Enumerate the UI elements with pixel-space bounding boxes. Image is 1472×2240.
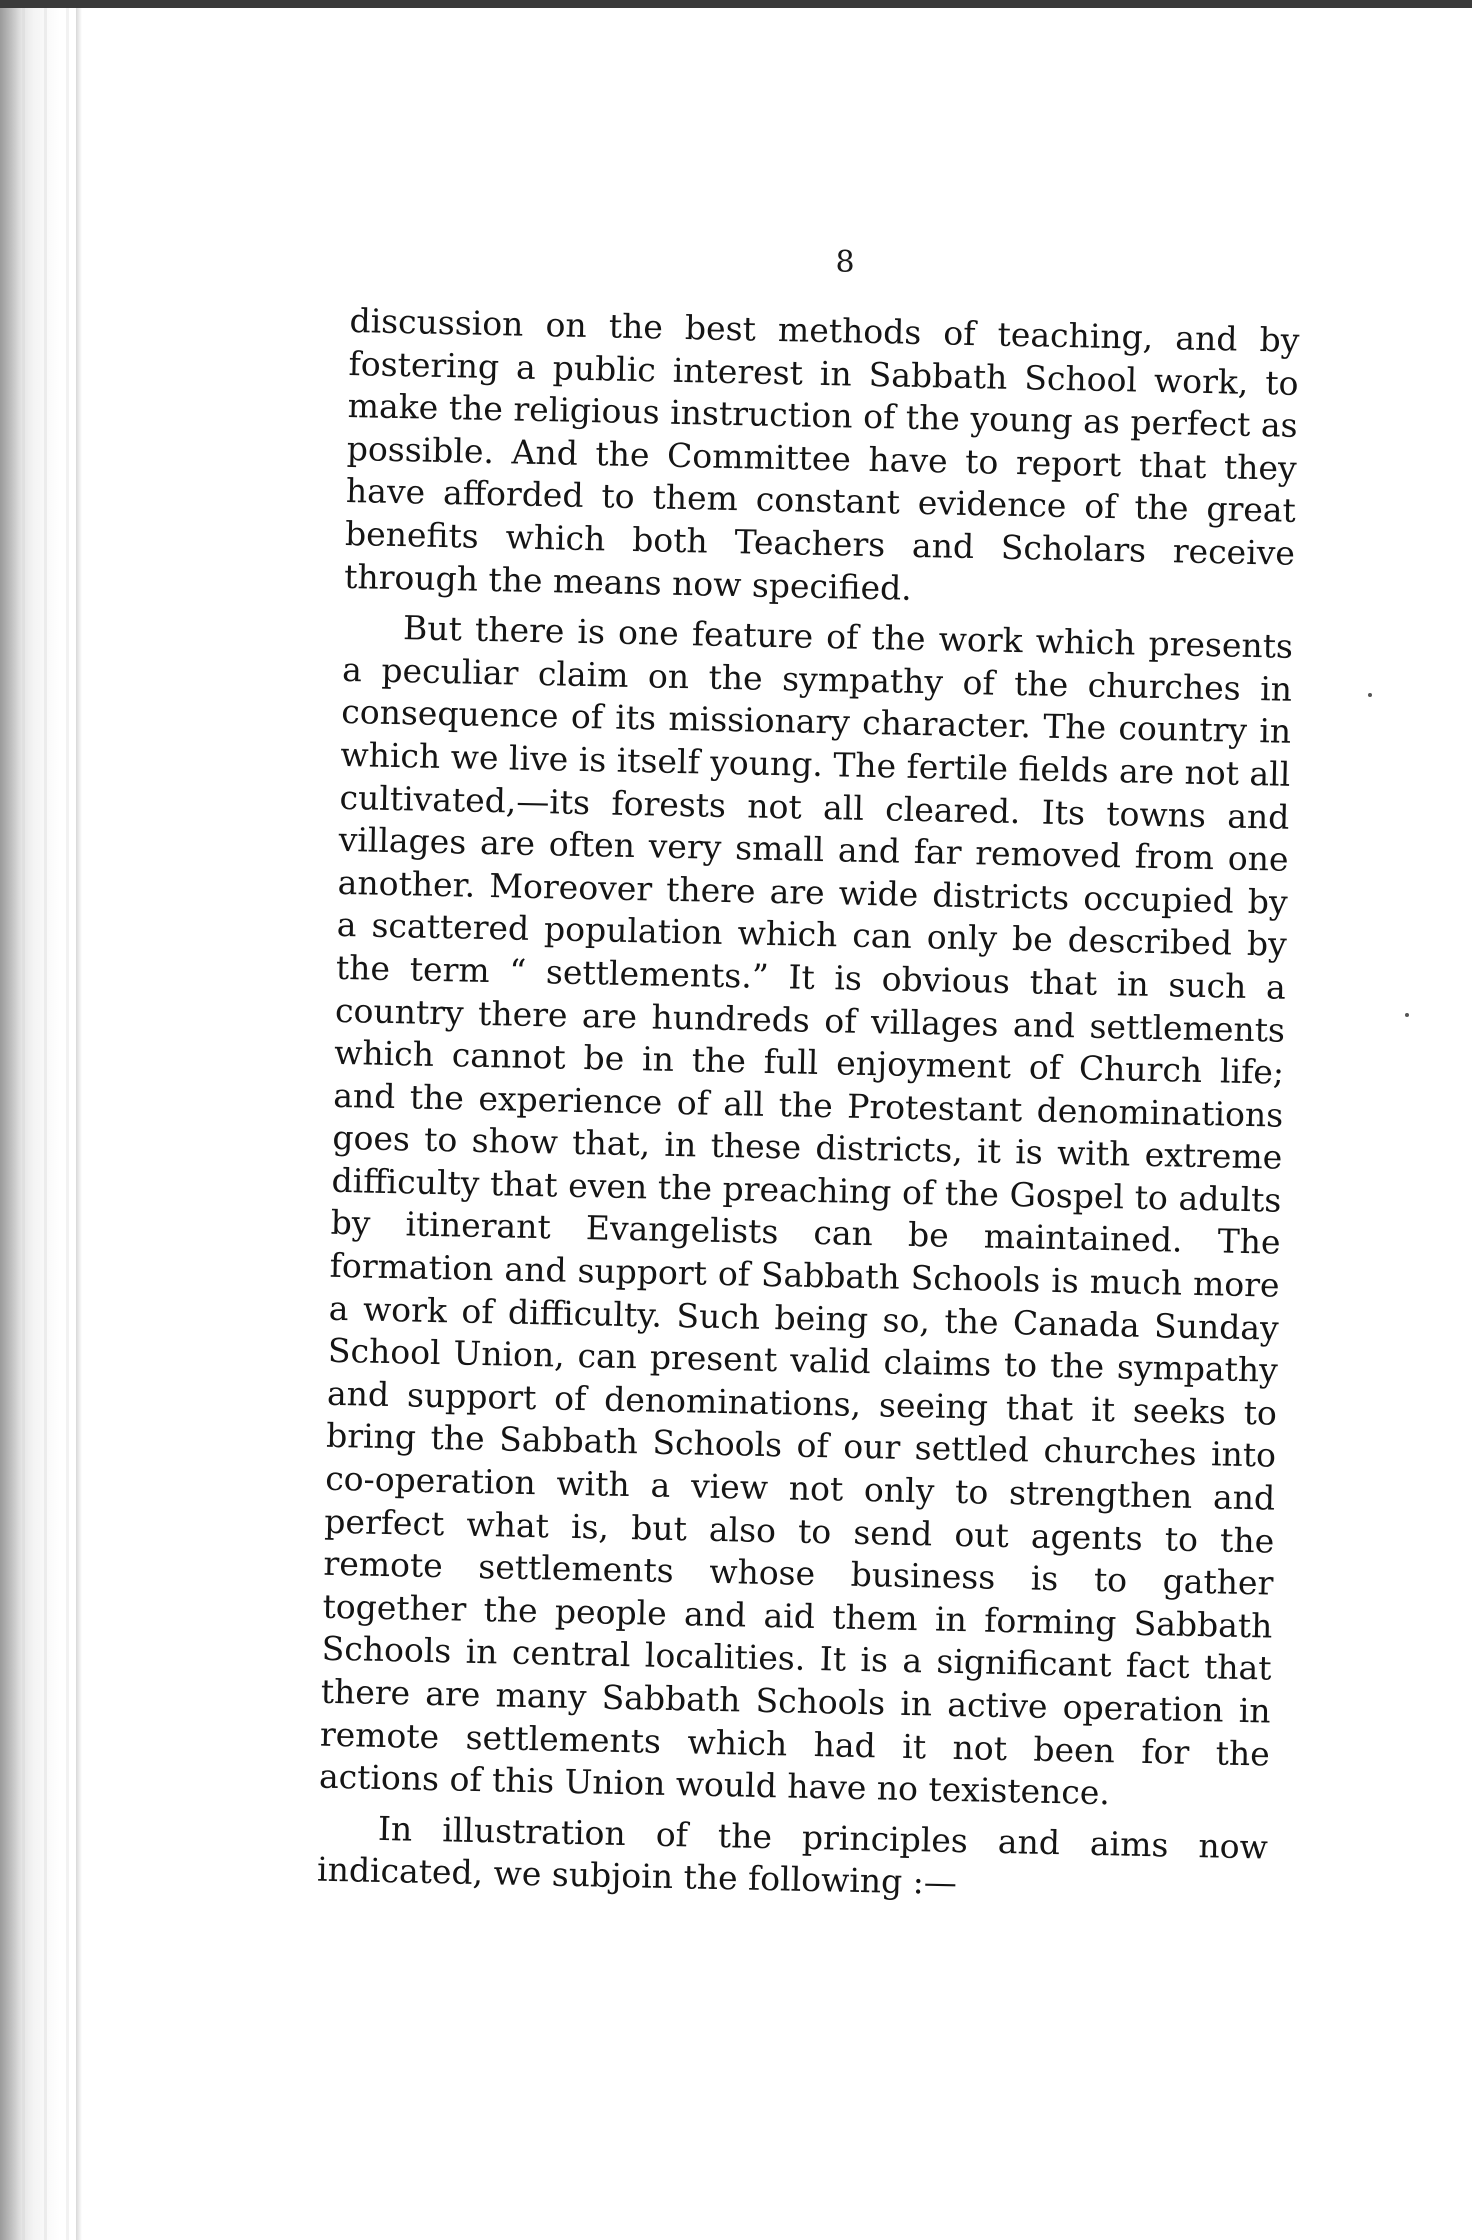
scan-top-border <box>0 0 1472 8</box>
paragraph: But there is one feature of the work which presents a peculiar claim on the sympathy of the churches in consequence of its missionary character. The country in which we live is itself young. The fertile fields are not all cultivated,—its forests not all cleared. Its towns and villages are often very small and far removed from one another. Moreover there are wide districts occupied by a scattered population which can only be described by the term “ settlements.” It is obvious that in such a country there are hundreds of villages and settlements which cannot be in the full enjoyment of Church life; and the experience of all the Protestant denominations goes to show that, in these districts, it is with extreme difficulty that even the preaching of the Gospel to adults by itinerant Evangelists can be maintained. The formation and support of Sabbath Schools is much more a work of difficulty. Such being so, the Canada Sunday School Union, can present valid claims to the sympathy and support of denominations, seeing that it seeks to bring the Sabbath Schools of our settled churches into co-operation with a view not only to strengthen and perfect what is, but also to send out agents to the remote settlements whose business is to gather together the people and aid them in forming Sabbath Schools in central localities. It is a significant fact that there are many Sabbath Schools in active operation in remote settlements which had it not been for the actions of this Union would have no texistence. <box>318 608 1294 1813</box>
page-shadow <box>76 8 82 2240</box>
ink-speck <box>1368 693 1372 697</box>
page-edge-line <box>66 8 69 2240</box>
paragraph: discussion on the best methods of teaching, and by fostering a public interest in Sabbath School work, to make the religious instruction of the young as perfect as possible. And the Committee have to report that they have afforded to them constant evidence of the great benefits which both Teachers and Scholars receive through the means now specified. <box>343 300 1300 608</box>
paragraph: In illustration of the principles and aims now indicated, we subjoin the following :— <box>316 1808 1269 1903</box>
body-text <box>317 300 1300 1912</box>
page-edge-line <box>44 8 47 2240</box>
page-edge-line <box>22 8 25 2240</box>
page-number: 8 <box>835 245 855 280</box>
page-stack-edge <box>0 8 84 2240</box>
ink-speck <box>1405 1013 1409 1017</box>
